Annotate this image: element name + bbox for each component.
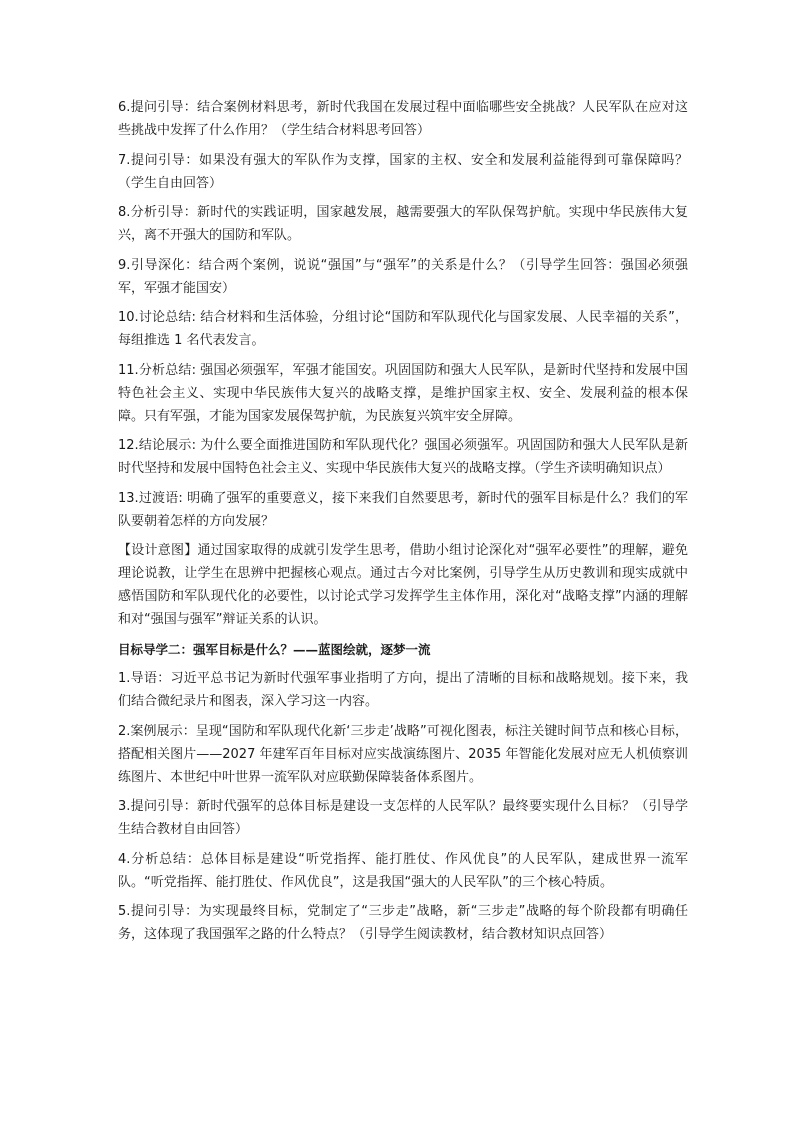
paragraph-5-question: 5.提问引导：为实现最终目标，党制定了“三步走”战略，新“三步走”战略的每个阶段都有明确任务，这体现了我国强军之路的什么特点？（引导学生阅读教材，结合教材知识点回答） (118, 904, 688, 942)
paragraph-3-question: 3.提问引导：新时代强军的总体目标是建设一支怎样的人民军队？最终要实现什么目标？（引导学生结合教材自由回答） (118, 799, 688, 837)
paragraph-4-summary: 4.分析总结：总体目标是建设“听党指挥、能打胜仗、作风优良”的人民军队，建成世界一流军队。“听党指挥、能打胜仗、作风优良”，这是我国“强大的人民军队”的三个核心特质。 (118, 851, 688, 890)
paragraph-7-question: 7.提问引导：如果没有强大的军队作为支撑，国家的主权、安全和发展利益能得到可靠保障吗？（学生自由回答） (118, 152, 688, 191)
paragraph-2-case: 2.案例展示：呈现“国防和军队现代化新‘三步走’战略”可视化图表，标注关键时间节点和核心目标，搭配相关图片——2027 年建军百年目标对应实战演练图片、2035 年智能化发展对应无人机侦察训练图片、本世纪中叶世界一流军队对应联勤保障装备体系图片。 (118, 723, 688, 785)
design-intent-paragraph: 【设计意图】通过国家取得的成就引发学生思考，借助小组讨论深化对“强军必要性”的理解，避免理论说教，让学生在思辨中把握核心观点。通过古今对比案例，引导学生从历史教训和现实成就中感悟国防和军队现代化的必要性，以讨论式学习发挥学生主体作用，深化对“战略支撑”内涵的理解和对“强国与强军”辩证关系的认识。 (118, 543, 688, 627)
paragraph-9-deepen: 9.引导深化：结合两个案例，说说“强国”与“强军”的关系是什么？（引导学生回答：强国必须强军，军强才能国安） (118, 257, 688, 296)
paragraph-1-intro: 1.导语：习近平总书记为新时代强军事业指明了方向，提出了清晰的目标和战略规划。接下来，我们结合微纪录片和图表，深入学习这一内容。 (118, 671, 688, 709)
paragraph-8-analysis: 8.分析引导：新时代的实践证明，国家越发展，越需要强大的军队保驾护航。实现中华民族伟大复兴，离不开强大的国防和军队。 (118, 205, 688, 243)
paragraph-6-question: 6.提问引导：结合案例材料思考，新时代我国在发展过程中面临哪些安全挑战？人民军队在应对这些挑战中发挥了什么作用？（学生结合材料思考回答） (118, 100, 688, 138)
paragraph-13-transition: 13.过渡语: 明确了强军的重要意义，接下来我们自然要思考，新时代的强军目标是什么？我们的军队要朝着怎样的方向发展？ (118, 490, 688, 529)
paragraph-11-summary: 11.分析总结: 强国必须强军，军强才能国安。巩固国防和强大人民军队，是新时代坚持和发展中国特色社会主义、实现中华民族伟大复兴的战略支撑，是维护国家主权、安全、发展利益的根本保障。只有军强，才能为国家发展保驾护航，为民族复兴筑牢安全屏障。 (118, 362, 688, 424)
paragraph-12-conclusion: 12.结论展示: 为什么要全面推进国防和军队现代化？强国必须强军。巩固国防和强大人民军队是新时代坚持和发展中国特色社会主义、实现中华民族伟大复兴的战略支撑。（学生齐读明确知识点） (118, 438, 688, 476)
paragraph-10-discussion: 10.讨论总结: 结合材料和生活体验，分组讨论“国防和军队现代化与国家发展、人民幸福的关系”，每组推选 1 名代表发言。 (118, 310, 688, 348)
document-body (118, 96, 688, 953)
section-heading: 目标导学二：强军目标是什么？——蓝图绘就，逐梦一流 (118, 641, 431, 657)
